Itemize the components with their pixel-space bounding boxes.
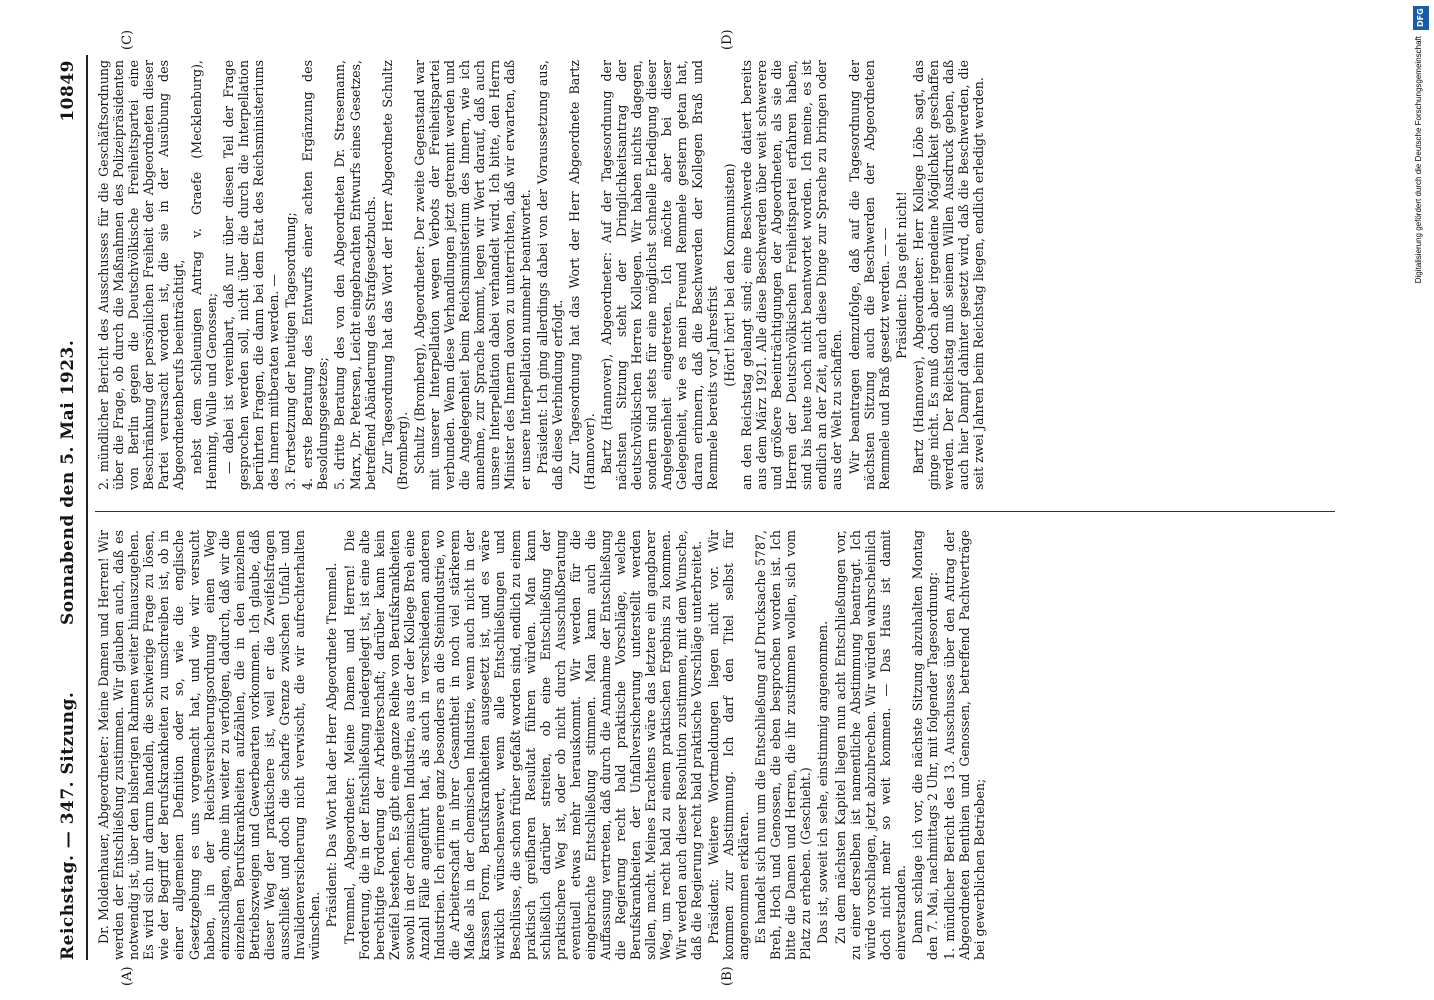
paragraph: Tremmel, Abgeordneter: Meine Damen und Herren! Die Forderung, die in der Entschließung niedergelegt ist, ist eine alte berechtigte Forderung der Arbeiterschaft; darüber kann kein Zweifel bestehen. Es gibt eine ganze Reihe von Berufskrankheiten sowohl in der chemischen Industrie, aus der der Kollege Breh eine Anzahl Fälle angeführt hat, als auch in verschiedenen anderen Industrien. Ich erinnere ganz besonders an die Steinindustrie, wo die Arbeiterschaft in ihrer Gesamtheit in noch viel stärkerem Maße als in der chemischen Industrie, wenn auch nicht in der krassen Form, Berufskrankheiten ausgesetzt ist, und es wäre wirklich wünschenswert, wenn alle Entschließungen und Beschlüsse, die schon früher gefaßt worden sind, endlich zu einem praktisch greifbaren Resultat führen würden. Man kann schließlich darüber streiten, ob eine Entschließung der praktischere Weg ist, oder ob nicht durch Ausschußberatung eventuell etwas mehr herauskommt. Wir werden für die eingebrachte Entschließung stimmen. Man kann auch die Auffassung vertreten, daß durch die Annahme der Entschließung die Regierung recht bald praktische Vorschläge, welche Berufskrankheiten der Unfallversicherung unterstellt werden sollen, macht. Meines Erachtens wäre das letztere ein gangbarer Weg, um recht bald zu einem praktischen Ergebnis zu kommen. Wir werden auch dieser Resolution zustimmen, mit dem Wunsche, daß die Regierung recht bald praktische Vorschläge unterbreitet.: [341, 530, 704, 960]
right-column: [96, 60, 988, 490]
header-left: Reichstag. — 347. Sitzung.: [58, 691, 78, 960]
paragraph: Präsident: Das geht nicht!: [893, 191, 909, 359]
page-number: 10849: [58, 60, 78, 122]
paragraph: Bartz (Hannover), Abgeordneter: Auf der Tagesordnung der nächsten Sitzung steht der Dringlichkeitsantrag der deutschvölkischen Herren Kollegen. Wir haben nichts dagegen, sondern sind stets für eine möglichst schnelle Erledigung dieser Angelegenheit eingetreten. Ich möchte aber bei dieser Gelegenheit, wie es mein Freund Remmele gestern getan hat, daran erinnern, daß die Beschwerden der Kollegen Braß und Remmele bereits vor Jahresfrist: [599, 60, 720, 490]
agenda-item: 3. Fortsetzung der heutigen Tagesordnung;: [283, 212, 299, 490]
paragraph: an den Reichstag gelangt sind; eine Beschwerde datiert bereits aus dem März 1921. Alle diese Beschwerden über weit schwerere und größere Beeinträchtigungen der Abgeordneten, als sie die Herren der Deutschvölkischen Freiheitspartei erfahren haben, sind bis heute noch nicht beantwortet worden. Ich meine, es ist endlich an der Zeit, auch diese Dinge zur Sprache zu bringen oder aus der Welt zu schaffen.: [738, 60, 845, 490]
paragraph: Präsident: Weitere Wortmeldungen liegen nicht vor. Wir kommen zur Abstimmung. Ich darf den Titel selbst für angenommen erklären.: [705, 530, 751, 960]
agenda-item: 4. erste Beratung des Entwurfs einer achten Ergänzung des Besoldungsgesetzes;: [300, 60, 331, 490]
interjection: (Hört! hört! bei den Kommunisten): [721, 163, 737, 387]
paragraph: Präsident: Ich ging allerdings dabei von der Voraussetzung aus, daß diese Verbindung erfolgt.: [534, 60, 565, 490]
paragraph: Schultz (Bromberg), Abgeordneter: Der zweite Gegenstand war mit unserer Interpellation wegen Verbots der Freiheitspartei verbunden. Wenn diese Verhandlungen jetzt getrennt werden und die Angelegenheit beim Reichsministerium des Innern, wie ich annehme, zur Sprache kommt, legen wir Wert darauf, daß auch unsere Interpellation dabei verhandelt wird. Ich bitte, den Herrn Minister des Innern davon zu unterrichten, daß wir erwarten, daß er unsere Interpellation nunmehr beantwortet.: [411, 60, 533, 490]
margin-marker-a: (A): [120, 966, 135, 986]
paragraph: nebst dem schleunigen Antrag v. Graefe (Mecklenburg), Henning, Wulle und Genossen;: [188, 60, 219, 490]
left-column: [96, 530, 989, 960]
paragraph: Präsident: Das Wort hat der Herr Abgeordnete Tremmel.: [324, 562, 340, 928]
paragraph: — dabei ist vereinbart, daß nur über diesen Teil der Frage gesprochen werden soll, nicht über die durch die Interpellation berührten Fragen, die dann bei dem Etat des Reichsministeriums des Innern mitberaten werden. —: [220, 60, 282, 490]
header-center: Sonnabend den 5. Mai 1923.: [58, 339, 78, 625]
digitization-note: Digitalisierung gefördert durch die Deutsche Forschungsgemeinschaft: [1414, 36, 1423, 284]
paragraph: Wir beantragen demzufolge, daß auf die Tagesordnung der nächsten Sitzung auch die Beschwerden der Abgeordneten Remmele und Braß gesetzt werden. — —: [846, 60, 892, 490]
agenda-item: 1. mündlicher Bericht des 13. Ausschusses über den Antrag der Abgeordneten Benthien und Genossen, betreffend Pachtverträge bei gewerblichen Betrieben;: [942, 530, 988, 960]
paragraph: Zur Tagesordnung hat das Wort der Herr Abgeordnete Bartz (Hannover).: [566, 60, 597, 490]
column-divider: [95, 511, 1335, 512]
paragraph: Dr. Moldenhauer, Abgeordneter: Meine Damen und Herren! Wir werden der Entschließung zustimmen. Wir glauben auch, daß es notwendig ist, über den bisherigen Rahmen weiter hinauszugehen. Es wird sich nur darum handeln, die schwierige Frage zu lösen, wie der Begriff der Berufskrankheiten zu umschreiben ist, ob in einer allgemeinen Definition oder so, wie die englische Gesetzgebung es uns vorgemacht hat, und wie wir versucht haben, in der Reichsversicherungsordnung einen Weg einzuschlagen, ohne ihn weiter zu verfolgen, dadurch, daß wir die einzelnen Berufskrankheiten aufzählen, die in den einzelnen Betriebszweigen und Gewerbearten vorkommen. Ich glaube, daß dieser Weg der praktischere ist, weil er die Zweifelsfragen ausschließt und doch die scharfe Grenze zwischen Unfall- und Invalidenversicherung nicht verwischt, die wir aufrechterhalten wünschen.: [96, 530, 323, 960]
agenda-item: 2. mündlicher Bericht des Ausschusses für die Geschäftsordnung über die Frage, ob durch die Maßnahmen des Polizeipräsidenten von Berlin gegen die Deutschvölkische Freiheitspartei eine Beschränkung der persönlichen Freiheit der Abgeordneten dieser Partei verursacht worden ist, die sie in der Ausübung des Abgeordnetenberufs beeinträchtigt,: [96, 60, 187, 490]
paragraph: Zu dem nächsten Kapitel liegen nun acht Entschließungen vor, zu einer derselben ist namentliche Abstimmung beantragt. Ich würde vorschlagen, jetzt abzubrechen. Wir würden wahrscheinlich doch nicht mehr so weit kommen. — Das Haus ist damit einverstanden.: [832, 530, 908, 960]
dfg-logo: DFG: [1413, 6, 1429, 30]
paragraph: Bartz (Hannover), Abgeordneter: Herr Kollege Löbe sagt, das ginge nicht. Es muß doch aber irgendeine Möglichkeit geschaffen werden. Der Reichstag muß seinem Willen Ausdruck geben, daß auch hier Dampf dahinter gesetzt wird, daß die Beschwerden, die seit zwei Jahren beim Reichstag liegen, endlich erledigt werden.: [910, 60, 987, 490]
paragraph: Es handelt sich nun um die Entschließung auf Drucksache 5787, Breh, Hoch und Genossen, die eben besprochen worden ist. Ich bitte die Damen und Herren, die ihr zustimmen wollen, sich vom Platz zu erheben. (Geschieht.): [753, 530, 814, 960]
margin-marker-d: (D): [720, 29, 735, 50]
margin-marker-c: (C): [120, 29, 135, 50]
header-rule: [86, 55, 88, 960]
paragraph: Dann schlage ich vor, die nächste Sitzung abzuhalten Montag den 7. Mai, nachmittags 2 Uhr, mit folgender Tagesordnung:: [909, 530, 941, 960]
page-header: [58, 60, 86, 960]
margin-marker-b: (B): [720, 966, 735, 986]
agenda-item: 5. dritte Beratung des von den Abgeordneten Dr. Stresemann, Marx, Dr. Petersen, Leicht eingebrachten Entwurfs eines Gesetzes, betreffend Abänderung des Strafgesetzbuchs.: [332, 60, 378, 490]
paragraph: Zur Tagesordnung hat das Wort der Herr Abgeordnete Schultz (Bromberg).: [379, 60, 410, 490]
paragraph: Das ist, soweit ich sehe, einstimmig angenommen.: [815, 620, 831, 944]
